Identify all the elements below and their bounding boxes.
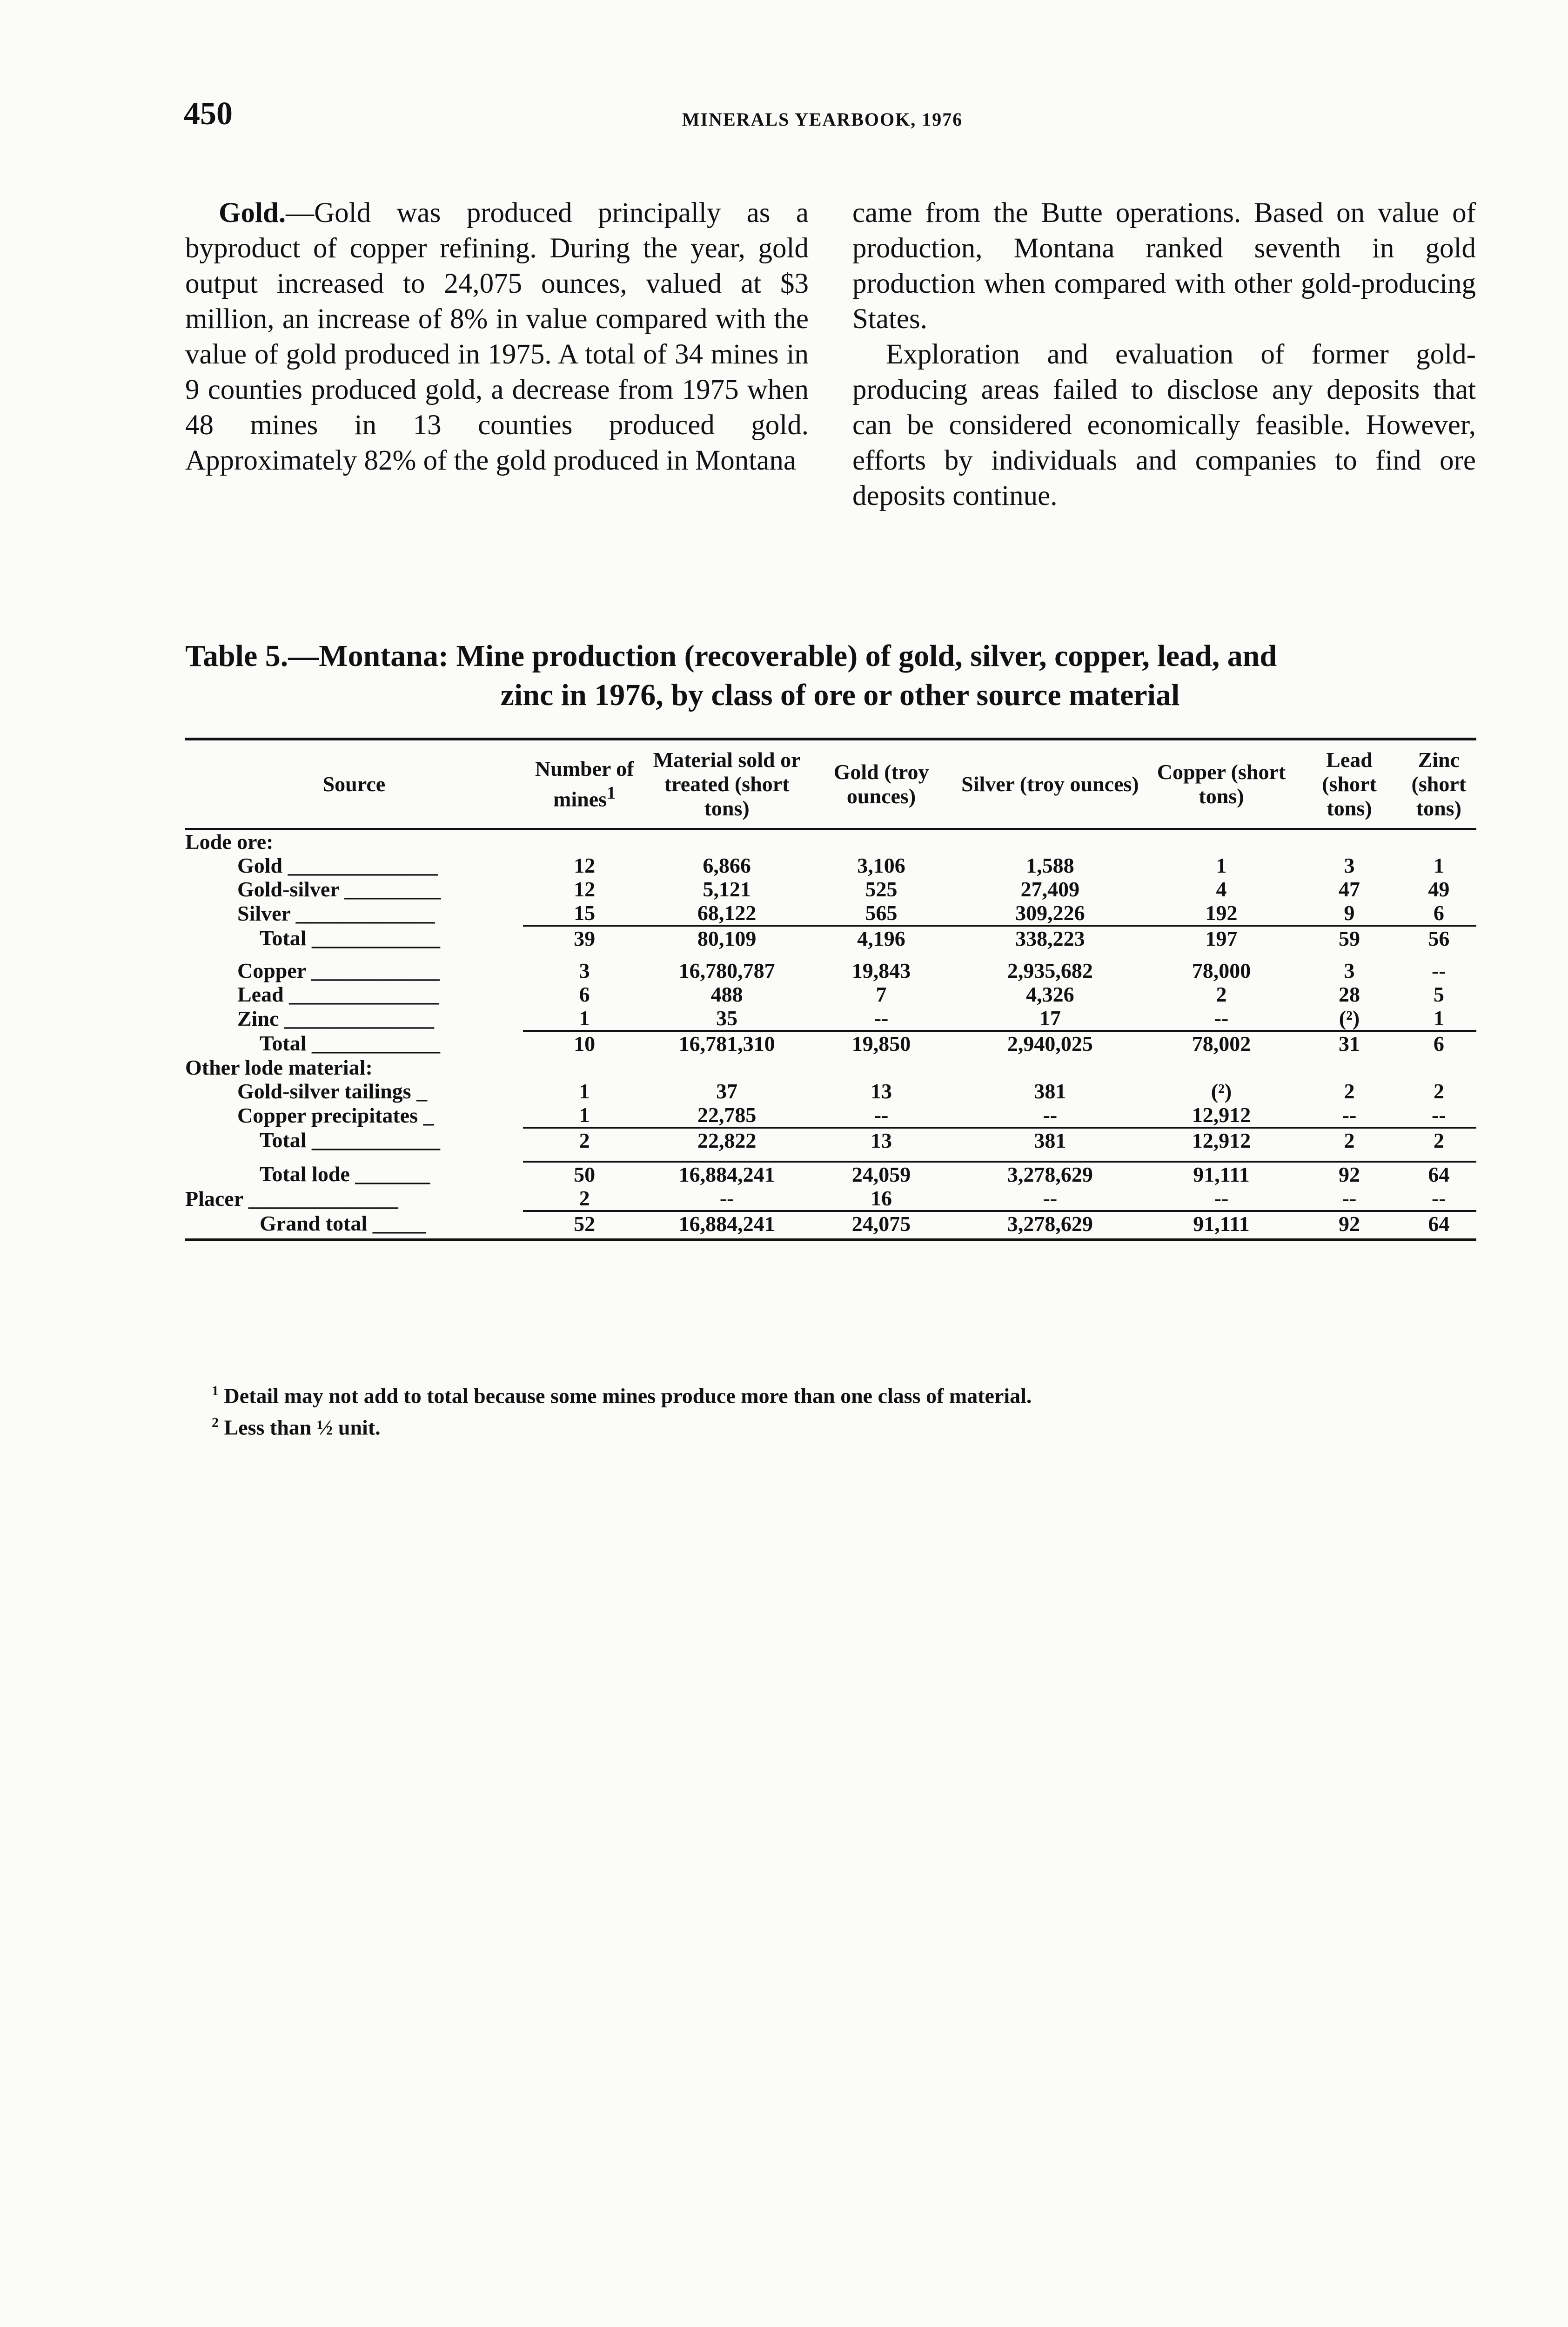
table-cell: 309,226 bbox=[1015, 901, 1085, 925]
table-cell: -- bbox=[874, 1103, 889, 1127]
table-cell: 13 bbox=[808, 1128, 955, 1152]
table-cell bbox=[1401, 1056, 1476, 1079]
table-cell: -- bbox=[719, 1186, 734, 1210]
table-cell: 6 bbox=[579, 982, 590, 1006]
table-cell: 5,121 bbox=[703, 877, 751, 901]
table-cell bbox=[808, 1056, 955, 1079]
exploration-paragraph: Exploration and evaluation of former gold-producing areas failed to disclose any deposits that can be considered economically feasible. However, efforts by individuals and companies to find ore deposits continue. bbox=[852, 339, 1476, 511]
footnote-mark: 2 bbox=[212, 1415, 219, 1431]
table-body bbox=[185, 829, 1476, 1240]
table-cell: 3 bbox=[579, 959, 590, 982]
table-row bbox=[185, 959, 1476, 982]
row-label: Other lode material: bbox=[185, 1056, 373, 1079]
table-cell: 3 bbox=[1344, 854, 1355, 877]
table-cell: 91,111 bbox=[1146, 1211, 1298, 1240]
table-cell: 16,781,310 bbox=[646, 1031, 807, 1056]
row-label: Zinc ______________ bbox=[237, 1007, 434, 1030]
row-label: Silver _____________ bbox=[237, 901, 435, 925]
table-cell: 16,884,241 bbox=[646, 1211, 807, 1240]
table-cell: 56 bbox=[1401, 926, 1476, 950]
header-silver: Silver (troy ounces) bbox=[961, 772, 1139, 796]
table-cell bbox=[646, 829, 807, 854]
page-number: 450 bbox=[184, 96, 233, 132]
table-row bbox=[185, 1031, 1476, 1056]
header-material: Material sold or treated (short tons) bbox=[653, 748, 801, 820]
table-cell: 37 bbox=[716, 1079, 738, 1103]
table-title-line2: zinc in 1976, by class of ore or other source material bbox=[500, 678, 1180, 712]
table-cell: 2 bbox=[1401, 1128, 1476, 1152]
table-cell: 6 bbox=[1433, 901, 1444, 925]
row-label: Grand total _____ bbox=[185, 1211, 523, 1240]
butte-paragraph: came from the Butte operations. Based on value of production, Montana ranked seventh in gold production when compared with other gold-producing States. bbox=[852, 197, 1476, 335]
footnote-ref: 1 bbox=[607, 783, 616, 803]
footnote-text: Detail may not add to total because some mines produce more than one class of material. bbox=[224, 1384, 1032, 1408]
table-cell: 92 bbox=[1297, 1162, 1401, 1186]
row-label: Lead ______________ bbox=[237, 982, 439, 1006]
table-cell: 3 bbox=[1344, 959, 1355, 982]
table-cell: 9 bbox=[1344, 901, 1355, 925]
table-cell: 91,111 bbox=[1146, 1162, 1298, 1186]
table-cell: -- bbox=[1043, 1103, 1058, 1127]
gold-paragraph-text: —Gold was produced principally as a byproduct of copper refining. During the year, gold output increased to 24,075 ounces, valued at $3 million, an increase of 8% in value compared with the value of gold produced in 1975. A total of 34 mines in 9 counties produced gold, a decrease from 1975 when 48 mines in 13 counties produced gold. Approximately 82% of the gold produced in Montana bbox=[185, 197, 809, 476]
table-cell: 78,000 bbox=[1192, 959, 1251, 982]
table-cell: 49 bbox=[1428, 877, 1450, 901]
table-cell: 1 bbox=[579, 1006, 590, 1030]
row-label: Gold ______________ bbox=[237, 854, 438, 877]
row-label: Total lode _______ bbox=[260, 1162, 430, 1186]
table-cell: 35 bbox=[716, 1006, 738, 1030]
table-cell: 3,278,629 bbox=[955, 1162, 1145, 1186]
table-cell bbox=[808, 829, 955, 854]
table-row bbox=[185, 1079, 1476, 1103]
table-cell: 64 bbox=[1401, 1162, 1476, 1186]
header-source: Source bbox=[322, 772, 386, 796]
table-cell: -- bbox=[1043, 1186, 1058, 1210]
table-cell: 1 bbox=[1433, 854, 1444, 877]
table-cell: 381 bbox=[1034, 1079, 1066, 1103]
table-label: Table 5.—Montana: bbox=[185, 639, 449, 673]
table-cell: 2 bbox=[1297, 1128, 1401, 1152]
table-cell: -- bbox=[874, 1006, 889, 1030]
table-cell: 15 bbox=[574, 901, 596, 925]
table-cell bbox=[1297, 1056, 1401, 1079]
table-cell: 78,002 bbox=[1146, 1031, 1298, 1056]
table-cell: 2 bbox=[579, 1186, 590, 1210]
table-row bbox=[185, 901, 1476, 926]
table-cell: 1 bbox=[579, 1079, 590, 1103]
table-cell: 7 bbox=[876, 982, 887, 1006]
table-cell: 6 bbox=[1401, 1031, 1476, 1056]
table-cell: 525 bbox=[865, 877, 898, 901]
production-table bbox=[185, 738, 1476, 1241]
right-column bbox=[852, 195, 1476, 514]
table-cell: 16,884,241 bbox=[646, 1162, 807, 1186]
table-cell: 488 bbox=[710, 982, 743, 1006]
table-cell: 2,940,025 bbox=[955, 1031, 1145, 1056]
row-label: Gold-silver tailings _ bbox=[237, 1079, 428, 1103]
table-title-line1: Mine production (recoverable) of gold, silver, copper, lead, and bbox=[456, 639, 1277, 673]
table-cell: 22,785 bbox=[697, 1103, 757, 1127]
row-label: Copper ____________ bbox=[237, 959, 440, 982]
page-header bbox=[184, 95, 1461, 133]
table-row bbox=[185, 1186, 1476, 1211]
header-gold: Gold (troy ounces) bbox=[833, 760, 929, 808]
table-row bbox=[185, 982, 1476, 1006]
table-cell: 47 bbox=[1339, 877, 1360, 901]
table-cell: 5 bbox=[1433, 982, 1444, 1006]
row-label: Gold-silver _________ bbox=[237, 877, 441, 901]
table-cell: -- bbox=[1432, 959, 1446, 982]
table-cell: 39 bbox=[523, 926, 646, 950]
table-cell: 1 bbox=[1216, 854, 1227, 877]
table-cell: 1,588 bbox=[1026, 854, 1074, 877]
table-cell: 2,935,682 bbox=[1007, 959, 1093, 982]
header-mines: Number of mines$^1$ bbox=[535, 757, 634, 811]
table-cell bbox=[523, 829, 646, 854]
table-cell: 4 bbox=[1216, 877, 1227, 901]
table-cell: -- bbox=[1342, 1186, 1357, 1210]
table-row bbox=[185, 1006, 1476, 1031]
table-cell: 92 bbox=[1297, 1211, 1401, 1240]
table-cell: 565 bbox=[865, 901, 898, 925]
table-cell: 22,822 bbox=[646, 1128, 807, 1152]
table-cell: 192 bbox=[1205, 901, 1238, 925]
table-cell: 24,059 bbox=[808, 1162, 955, 1186]
table-cell: -- bbox=[1432, 1103, 1446, 1127]
table-title bbox=[185, 637, 1476, 715]
row-label: Total ____________ bbox=[260, 1031, 441, 1055]
row-label: Copper precipitates _ bbox=[237, 1103, 434, 1127]
table-cell: 19,850 bbox=[808, 1031, 955, 1056]
header-lead: Lead (short tons) bbox=[1322, 748, 1377, 820]
table-cell bbox=[646, 1056, 807, 1079]
table-row bbox=[185, 854, 1476, 877]
table-cell: 27,409 bbox=[1020, 877, 1080, 901]
gold-run-in: Gold. bbox=[219, 197, 286, 229]
table-cell: 12,912 bbox=[1192, 1103, 1251, 1127]
table-cell: 10 bbox=[523, 1031, 646, 1056]
table-cell: 12,912 bbox=[1146, 1128, 1298, 1152]
table-cell bbox=[1146, 1056, 1298, 1079]
table-cell: 381 bbox=[955, 1128, 1145, 1152]
table-cell: 19,843 bbox=[851, 959, 911, 982]
table-cell: 12 bbox=[574, 877, 596, 901]
table-cell: 17 bbox=[1039, 1006, 1061, 1030]
table-cell: 2 bbox=[1433, 1079, 1444, 1103]
table-cell: 31 bbox=[1297, 1031, 1401, 1056]
table-cell: 3,106 bbox=[857, 854, 905, 877]
table-cell: 2 bbox=[523, 1128, 646, 1152]
table-cell: 12 bbox=[574, 854, 596, 877]
left-column bbox=[185, 195, 809, 478]
table-cell bbox=[955, 1056, 1145, 1079]
table-cell: -- bbox=[1214, 1006, 1229, 1030]
table-cell: 50 bbox=[523, 1162, 646, 1186]
table-row bbox=[185, 1056, 1476, 1079]
table-row bbox=[185, 877, 1476, 901]
table-cell: 1 bbox=[1433, 1006, 1444, 1030]
table-cell: 52 bbox=[523, 1211, 646, 1240]
spacer-row bbox=[185, 1152, 1476, 1162]
table-row bbox=[185, 829, 1476, 854]
footnote bbox=[212, 1378, 1032, 1409]
row-label: Placer ______________ bbox=[185, 1187, 398, 1211]
table-cell: 24,075 bbox=[808, 1211, 955, 1240]
table-cell: 80,109 bbox=[646, 926, 807, 950]
table-cell: 3,278,629 bbox=[955, 1211, 1145, 1240]
row-label: Lode ore: bbox=[185, 830, 274, 854]
table-row bbox=[185, 926, 1476, 950]
table-row bbox=[185, 1103, 1476, 1128]
table-cell: 338,223 bbox=[955, 926, 1145, 950]
table-cell: 13 bbox=[871, 1079, 892, 1103]
spacer-row bbox=[185, 950, 1476, 959]
header-copper: Copper (short tons) bbox=[1157, 760, 1286, 808]
table-row bbox=[185, 1162, 1476, 1186]
table-cell: 16 bbox=[871, 1186, 892, 1210]
footnote-text: Less than ½ unit. bbox=[224, 1415, 381, 1439]
table-cell: 68,122 bbox=[697, 901, 757, 925]
footnote-mark: 1 bbox=[212, 1383, 219, 1399]
table-cell: 1 bbox=[579, 1103, 590, 1127]
header-zinc: Zinc (short tons) bbox=[1411, 748, 1467, 820]
table-cell: (²) bbox=[1339, 1006, 1360, 1030]
table-cell: -- bbox=[1432, 1186, 1446, 1210]
table-cell bbox=[955, 829, 1145, 854]
table-cell bbox=[523, 1056, 646, 1079]
table-cell bbox=[1146, 829, 1298, 854]
table-cell: 2 bbox=[1216, 982, 1227, 1006]
table-row bbox=[185, 1211, 1476, 1240]
table-cell: 6,866 bbox=[703, 854, 751, 877]
table-header-row bbox=[185, 739, 1476, 829]
footnotes bbox=[212, 1378, 1032, 1441]
table-cell: 28 bbox=[1339, 982, 1360, 1006]
table-row bbox=[185, 1128, 1476, 1152]
row-label: Total ____________ bbox=[260, 1128, 441, 1152]
table-cell: 2 bbox=[1344, 1079, 1355, 1103]
table-cell: -- bbox=[1342, 1103, 1357, 1127]
table-cell: (²) bbox=[1211, 1079, 1232, 1103]
table-cell: -- bbox=[1214, 1186, 1229, 1210]
table-cell: 59 bbox=[1297, 926, 1401, 950]
footnote bbox=[212, 1409, 1032, 1441]
running-title: MINERALS YEARBOOK, 1976 bbox=[682, 109, 963, 130]
table-cell: 197 bbox=[1146, 926, 1298, 950]
table-cell: 64 bbox=[1401, 1211, 1476, 1240]
table-cell bbox=[1297, 829, 1401, 854]
gold-paragraph bbox=[185, 195, 809, 478]
table-cell: 4,196 bbox=[808, 926, 955, 950]
row-label: Total ____________ bbox=[260, 926, 441, 950]
table-cell: 4,326 bbox=[1026, 982, 1074, 1006]
table-cell bbox=[1401, 829, 1476, 854]
table-cell: 16,780,787 bbox=[678, 959, 775, 982]
